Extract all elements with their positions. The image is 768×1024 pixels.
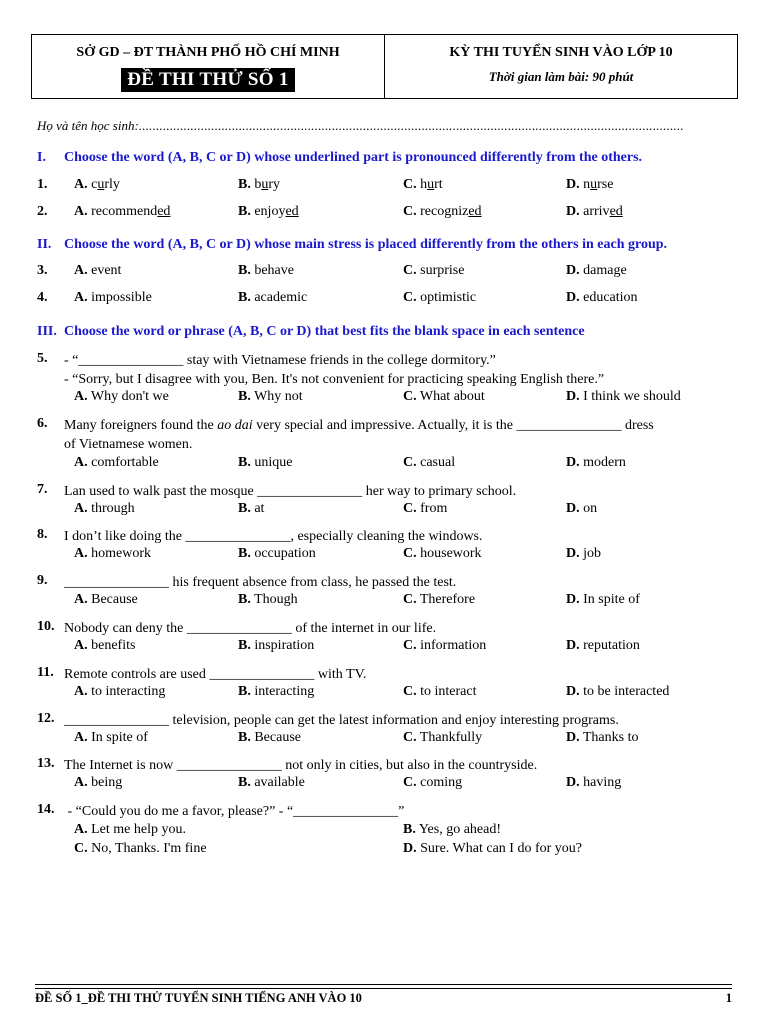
option-b: B. interacting xyxy=(238,684,315,699)
options-row xyxy=(37,684,737,704)
question-stem: _______________ his frequent absence from class, he passed the test. xyxy=(64,575,457,590)
question-stem: Remote controls are used _______________ with TV. xyxy=(64,667,367,682)
option-c: C. No, Thanks. I'm fine xyxy=(74,841,207,856)
option-b: B. Why not xyxy=(238,389,303,404)
option-d: D. damage xyxy=(566,263,627,278)
exam-duration: Thời gian làm bài: 90 phút xyxy=(488,69,634,84)
page-footer xyxy=(35,991,732,1006)
option-a: A. Let me help you. xyxy=(74,822,186,837)
option-a: A. impossible xyxy=(74,290,152,305)
option-d: D. Thanks to xyxy=(566,730,639,745)
option-d: D. on xyxy=(566,501,598,516)
options-row xyxy=(37,841,737,861)
department-name: SỞ GD – ĐT THÀNH PHỐ HỒ CHÍ MINH xyxy=(76,45,340,60)
option-d: D. nurse xyxy=(566,177,614,192)
options-row xyxy=(37,546,737,566)
question-number: 2. xyxy=(37,204,48,219)
student-name-dots: .............................................................................................................................................................. xyxy=(138,118,684,133)
exam-number-badge: ĐỀ THI THỬ SỐ 1 xyxy=(121,68,294,92)
question-stem: Many foreigners found the ao dai very special and impressive. Actually, it is the _______________ dress of Vietnamese women. xyxy=(64,418,654,452)
section-instruction: Choose the word (A, B, C or D) whose underlined part is pronounced differently from the others. xyxy=(64,150,643,165)
question-stem: The Internet is now _______________ not only in cities, but also in the countryside. xyxy=(64,758,538,773)
section-title xyxy=(37,237,667,253)
options-row xyxy=(37,775,737,795)
option-c: C. to interact xyxy=(403,684,477,699)
option-c: C. hurt xyxy=(403,177,443,192)
option-a: A. comfortable xyxy=(74,455,159,470)
option-b: B. bury xyxy=(238,177,281,192)
header-right xyxy=(385,35,737,98)
question-number: 6. xyxy=(37,416,48,431)
section-number: II. xyxy=(37,237,52,252)
option-c: C. casual xyxy=(403,455,456,470)
question-number: 8. xyxy=(37,527,48,542)
option-c: C. surprise xyxy=(403,263,465,278)
options-row xyxy=(37,730,737,750)
option-c: C. What about xyxy=(403,389,485,404)
option-b: B. unique xyxy=(238,455,293,470)
options-row xyxy=(37,638,737,658)
option-c: C. coming xyxy=(403,775,463,790)
option-d: D. modern xyxy=(566,455,626,470)
option-d: D. job xyxy=(566,546,602,561)
options-row xyxy=(37,592,737,612)
option-b: B. behave xyxy=(238,263,294,278)
section-number: III. xyxy=(37,324,57,339)
student-name-line xyxy=(37,118,684,134)
question-number: 3. xyxy=(37,263,48,278)
question-number: 12. xyxy=(37,711,55,726)
option-d: D. education xyxy=(566,290,638,305)
question-number: 1. xyxy=(37,177,48,192)
question-number: 13. xyxy=(37,756,55,771)
option-c: C. Therefore xyxy=(403,592,476,607)
option-a: A. recommended xyxy=(74,204,171,219)
footer-divider xyxy=(35,984,732,985)
option-a: A. In spite of xyxy=(74,730,148,745)
options-row xyxy=(37,501,737,521)
footer-divider xyxy=(35,988,732,989)
option-a: A. benefits xyxy=(74,638,136,653)
student-name-label: Họ và tên học sinh: xyxy=(37,118,139,133)
options-row xyxy=(37,455,737,475)
option-b: B. Though xyxy=(238,592,298,607)
option-a: A. to interacting xyxy=(74,684,166,699)
section-title xyxy=(37,324,585,340)
question-stem: - “_______________ stay with Vietnamese friends in the college dormitory.” - “Sorry, but I disagree with you, Ben. It's not convenient for practicing speaking English there.” xyxy=(64,353,605,387)
option-c: C. Thankfully xyxy=(403,730,483,745)
option-b: B. available xyxy=(238,775,305,790)
option-b: B. occupation xyxy=(238,546,316,561)
option-b: B. academic xyxy=(238,290,308,305)
exam-title: KỲ THI TUYỂN SINH VÀO LỚP 10 xyxy=(449,45,673,60)
question-row xyxy=(37,263,737,283)
option-d: D. Sure. What can I do for you? xyxy=(403,841,582,856)
exam-header xyxy=(31,34,738,99)
option-b: B. inspiration xyxy=(238,638,315,653)
question-row xyxy=(37,290,737,310)
footer-title: ĐỀ SỐ 1_ĐỀ THI THỬ TUYỂN SINH TIẾNG ANH VÀO 10 xyxy=(35,991,362,1005)
section-title xyxy=(37,150,642,166)
question-row xyxy=(37,177,737,197)
option-c: C. recognized xyxy=(403,204,482,219)
option-c: C. optimistic xyxy=(403,290,477,305)
question-stem: I don’t like doing the _______________, especially cleaning the windows. xyxy=(64,529,483,544)
question-stem: - “Could you do me a favor, please?” - “_______________” xyxy=(64,804,405,819)
option-b: B. at xyxy=(238,501,265,516)
question-row xyxy=(37,204,737,224)
option-a: A. being xyxy=(74,775,123,790)
question-number: 14. xyxy=(37,802,55,817)
question-number: 9. xyxy=(37,573,48,588)
question-number: 7. xyxy=(37,482,48,497)
section-instruction: Choose the word (A, B, C or D) whose main stress is placed differently from the others in each group. xyxy=(64,237,668,252)
option-c: C. housework xyxy=(403,546,482,561)
header-left xyxy=(32,35,385,98)
options-row xyxy=(37,389,737,409)
option-d: D. to be interacted xyxy=(566,684,670,699)
option-b: B. Because xyxy=(238,730,301,745)
section-instruction: Choose the word or phrase (A, B, C or D) that best fits the blank space in each sentence xyxy=(64,324,585,339)
options-row xyxy=(37,822,737,842)
page-number: 1 xyxy=(725,991,732,1005)
question-number: 5. xyxy=(37,351,48,366)
question-stem: _______________ television, people can get the latest information and enjoy interesting programs. xyxy=(64,713,619,728)
option-b: B. Yes, go ahead! xyxy=(403,822,502,837)
option-b: B. enjoyed xyxy=(238,204,299,219)
question-number: 11. xyxy=(37,665,54,680)
option-d: D. In spite of xyxy=(566,592,640,607)
option-d: D. having xyxy=(566,775,622,790)
option-a: A. Why don't we xyxy=(74,389,169,404)
question-number: 4. xyxy=(37,290,48,305)
option-a: A. through xyxy=(74,501,135,516)
option-d: D. arrived xyxy=(566,204,623,219)
question-stem: Lan used to walk past the mosque _______________ her way to primary school. xyxy=(64,484,517,499)
section-number: I. xyxy=(37,150,46,165)
option-d: D. I think we should xyxy=(566,389,681,404)
option-a: A. homework xyxy=(74,546,152,561)
question-stem: Nobody can deny the _______________ of the internet in our life. xyxy=(64,621,437,636)
option-d: D. reputation xyxy=(566,638,640,653)
question-number: 10. xyxy=(37,619,55,634)
option-c: C. information xyxy=(403,638,487,653)
option-a: A. curly xyxy=(74,177,120,192)
option-a: A. event xyxy=(74,263,122,278)
option-c: C. from xyxy=(403,501,448,516)
option-a: A. Because xyxy=(74,592,138,607)
